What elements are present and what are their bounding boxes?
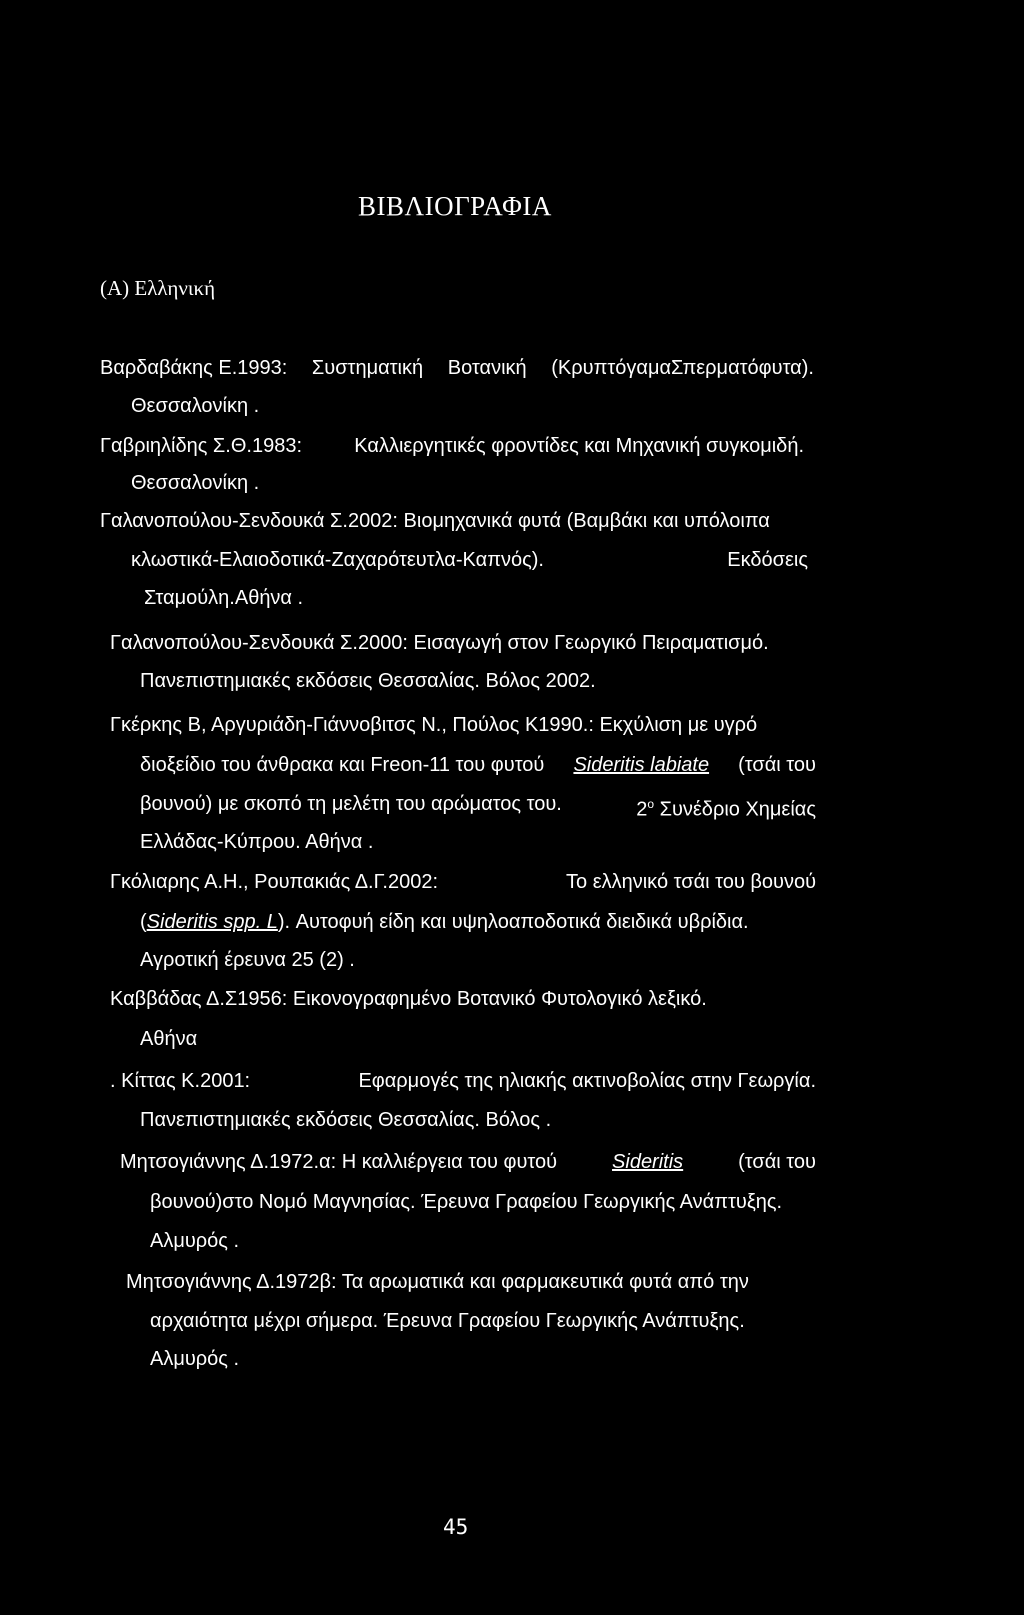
- reference-5-line-3: [140, 792, 816, 822]
- reference-9-line-2: βουνού)στο Νομό Μαγνησίας. Έρευνα Γραφείου Γεωργικής Ανάπτυξης.: [150, 1191, 783, 1213]
- reference-9-line-1: [120, 1150, 816, 1174]
- ref-text: βουνού) με σκοπό τη μελέτη του αρώματος του.: [140, 793, 562, 815]
- reference-4-line-2: Πανεπιστημιακές εκδόσεις Θεσσαλίας. Βόλος 2002.: [140, 670, 596, 692]
- reference-6-line-3: Αγροτική έρευνα 25 (2) .: [140, 949, 355, 971]
- reference-1-line-2: Θεσσαλονίκη .: [131, 395, 260, 417]
- ref-text: Μητσογιάννης Δ.1972.α: Η καλλιέργεια του φυτού: [120, 1151, 558, 1173]
- reference-10-line-3: Αλμυρός .: [150, 1348, 240, 1370]
- reference-5-line-1: Γκέρκης Β, Αργυριάδη-Γιάννοβιτσς Ν., Πούλος Κ1990.: Εκχύλιση με υγρό: [110, 714, 758, 736]
- reference-5-line-4: Ελλάδας-Κύπρου. Αθήνα .: [140, 831, 374, 853]
- ref-text: διοξείδιο του άνθρακα και Freon-11 του φυτού: [140, 754, 545, 776]
- ref-text: 2: [636, 798, 648, 821]
- reference-10-line-2: αρχαιότητα μέχρι σήμερα. Έρευνα Γραφείου Γεωργικής Ανάπτυξης.: [150, 1310, 745, 1332]
- page-title: ΒΙΒΛΙΟΓΡΑΦΙΑ: [358, 191, 552, 221]
- reference-10-line-1: Μητσογιάννης Δ.1972β: Τα αρωματικά και φαρμακευτικά φυτά από την: [126, 1271, 749, 1293]
- reference-2-line-2: Θεσσαλονίκη .: [131, 472, 260, 494]
- reference-8-line-1: [110, 1069, 816, 1093]
- species-name: Sideritis labiate: [573, 754, 710, 776]
- reference-6-line-1: [110, 870, 816, 894]
- reference-9-line-3: Αλμυρός .: [150, 1230, 240, 1252]
- reference-7-line-2: Αθήνα: [140, 1028, 198, 1050]
- reference-3-line-1: Γαλανοπούλου-Σενδουκά Σ.2002: Βιομηχανικά φυτά (Βαμβάκι και υπόλοιπα: [100, 510, 770, 532]
- reference-2-line-1: [100, 434, 804, 458]
- page-number: 45: [443, 1515, 469, 1539]
- ref-text: Βοτανική: [447, 357, 527, 379]
- reference-5-line-2: [140, 753, 816, 777]
- reference-3-line-3: Σταμούλη.Αθήνα .: [144, 587, 304, 609]
- ref-text: Βαρδαβάκης Ε.1993:: [100, 357, 288, 379]
- superscript: ο: [647, 797, 655, 811]
- ref-text: [636, 792, 816, 822]
- species-name: Sideritis: [612, 1151, 684, 1173]
- ref-text: (τσάι του: [738, 1151, 816, 1173]
- ref-text: Συστηματική: [311, 357, 424, 379]
- reference-1-line-1: [100, 356, 814, 380]
- ref-text: Εφαρμογές της ηλιακής ακτινοβολίας στην Γεωργία.: [358, 1070, 816, 1092]
- section-heading: (Α) Ελληνική: [100, 276, 216, 300]
- ref-text: κλωστικά-Ελαιοδοτικά-Ζαχαρότευτλα-Καπνός).: [131, 549, 544, 571]
- ref-text: Γαβριηλίδης Σ.Θ.1983:: [100, 435, 303, 457]
- ref-text: . Κίττας Κ.2001:: [110, 1070, 251, 1092]
- ref-text: (τσάι του: [738, 754, 816, 776]
- species-name: Sideritis spp. L: [146, 911, 278, 933]
- reference-3-line-2: [131, 548, 808, 572]
- reference-4-line-1: Γαλανοπούλου-Σενδουκά Σ.2000: Εισαγωγή στον Γεωργικό Πειραματισμό.: [110, 632, 769, 654]
- reference-7-line-1: Καββάδας Δ.Σ1956: Εικονογραφημένο Βοτανικό Φυτολογικό λεξικό.: [110, 988, 707, 1010]
- reference-8-line-2: Πανεπιστημιακές εκδόσεις Θεσσαλίας. Βόλος .: [140, 1109, 552, 1131]
- ref-text: Συνέδριο Χημείας: [659, 798, 816, 821]
- ref-text: (ΚρυπτόγαμαΣπερματόφυτα).: [551, 357, 814, 379]
- ref-text: Καλλιεργητικές φροντίδες και Μηχανική συγκομιδή.: [354, 435, 804, 457]
- ref-text: (: [140, 911, 147, 933]
- ref-text: Το ελληνικό τσάι του βουνού: [566, 871, 816, 893]
- ref-text: Εκδόσεις: [727, 549, 808, 571]
- ref-text: ). Αυτοφυή είδη και υψηλοαποδοτικά διειδικά υβρίδια.: [277, 911, 749, 933]
- ref-text: Γκόλιαρης Α.Η., Ρουπακιάς Δ.Γ.2002:: [110, 871, 439, 893]
- reference-6-line-2: [140, 910, 749, 934]
